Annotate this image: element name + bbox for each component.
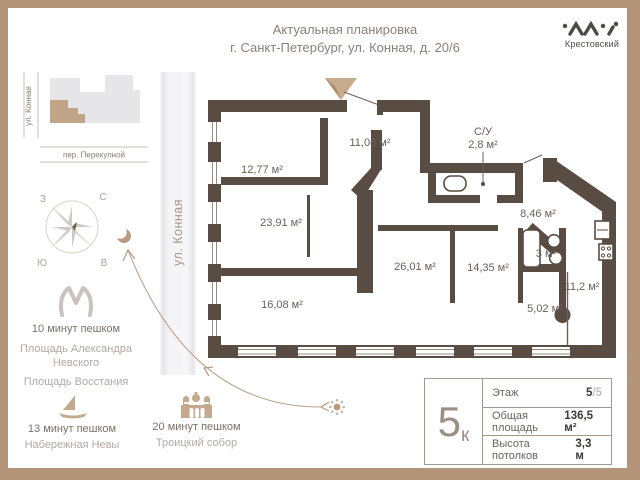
minimap-building bbox=[50, 75, 140, 123]
wc-area: 2,8 м² bbox=[468, 139, 498, 151]
metro-station: Площадь Александра Невского bbox=[19, 343, 133, 369]
info-row-label: Общая площадь bbox=[492, 409, 538, 434]
rooms-badge-letter: к bbox=[461, 425, 470, 446]
floor-plan bbox=[198, 78, 630, 380]
cathedral-walk-time: 20 минут пешком bbox=[152, 421, 241, 433]
poi-cathedral bbox=[139, 391, 254, 450]
sailboat-icon bbox=[17, 393, 127, 420]
room-area-label: 5,02 м² bbox=[527, 303, 563, 315]
room-area-label: 11,2 м² bbox=[564, 281, 600, 293]
street-band-label: ул. Конная bbox=[171, 199, 185, 266]
info-row-value: 136,5 м² bbox=[564, 409, 594, 434]
room-area-label: 16,08 м² bbox=[261, 299, 303, 311]
brand-logo-icon bbox=[556, 16, 628, 38]
embankment-walk-time: 13 минут пешком bbox=[27, 423, 117, 435]
info-row-floor bbox=[483, 379, 611, 407]
room-area-label: 12,77 м² bbox=[241, 164, 283, 176]
minimap-street-vertical: ул. Конная bbox=[24, 86, 33, 126]
room-area-label: 26,01 м² bbox=[394, 261, 436, 273]
metro-walk-time: 10 минут пешком bbox=[31, 323, 121, 335]
plan-walls bbox=[208, 100, 616, 358]
compass-rose-icon bbox=[26, 180, 118, 270]
location-minimap bbox=[8, 66, 160, 178]
brand-name: Крестовский bbox=[564, 39, 620, 49]
apartment-info-table bbox=[424, 378, 612, 465]
room-area-label: 11,08 м² bbox=[349, 137, 391, 149]
church-icon bbox=[139, 391, 254, 420]
info-row-total-area bbox=[483, 407, 611, 436]
brand-logo bbox=[556, 16, 628, 49]
rooms-badge-number: 5 bbox=[437, 397, 462, 445]
info-row-label: Этаж bbox=[492, 386, 519, 399]
rooms-badge bbox=[425, 379, 483, 464]
poi-metro bbox=[10, 284, 142, 389]
compass-west: З bbox=[39, 194, 47, 205]
title-line1: Актуальная планировка bbox=[272, 22, 418, 37]
compass-east: В bbox=[100, 258, 108, 269]
metro-station: Площадь Восстания bbox=[23, 376, 129, 388]
wc-abbr: С/У bbox=[474, 126, 492, 138]
metro-icon bbox=[10, 284, 142, 318]
room-area-label: 8,46 м² bbox=[520, 208, 556, 220]
title-line2: г. Санкт-Петербург, ул. Конная, д. 20/6 bbox=[230, 40, 460, 55]
toilet-icon bbox=[444, 176, 466, 191]
info-row-label: Высота потолков bbox=[492, 438, 538, 463]
room-area-label: 14,35 м² bbox=[467, 262, 509, 274]
page-title bbox=[150, 21, 540, 57]
door-swing-line bbox=[524, 155, 542, 163]
room-area-label: 3 м² bbox=[535, 248, 557, 260]
sun-icon bbox=[329, 399, 345, 415]
stove-icon bbox=[599, 244, 613, 260]
info-row-ceiling-height bbox=[483, 435, 611, 464]
info-row-value: 3,3 м bbox=[575, 438, 592, 463]
cathedral-name: Троицкий собор bbox=[155, 437, 238, 449]
poi-embankment bbox=[17, 393, 127, 452]
room-area-label: 23,91 м² bbox=[260, 217, 302, 229]
minimap-street-horizontal: пер. Перекупной bbox=[62, 150, 126, 160]
wc-label bbox=[455, 126, 511, 152]
info-row-suffix: /5 bbox=[592, 386, 602, 399]
compass-south: Ю bbox=[36, 258, 48, 269]
info-row-value: 5 bbox=[586, 386, 593, 399]
compass-north: С bbox=[99, 192, 107, 203]
embankment-name: Набережная Невы bbox=[24, 439, 120, 451]
sink-icon bbox=[548, 235, 561, 248]
